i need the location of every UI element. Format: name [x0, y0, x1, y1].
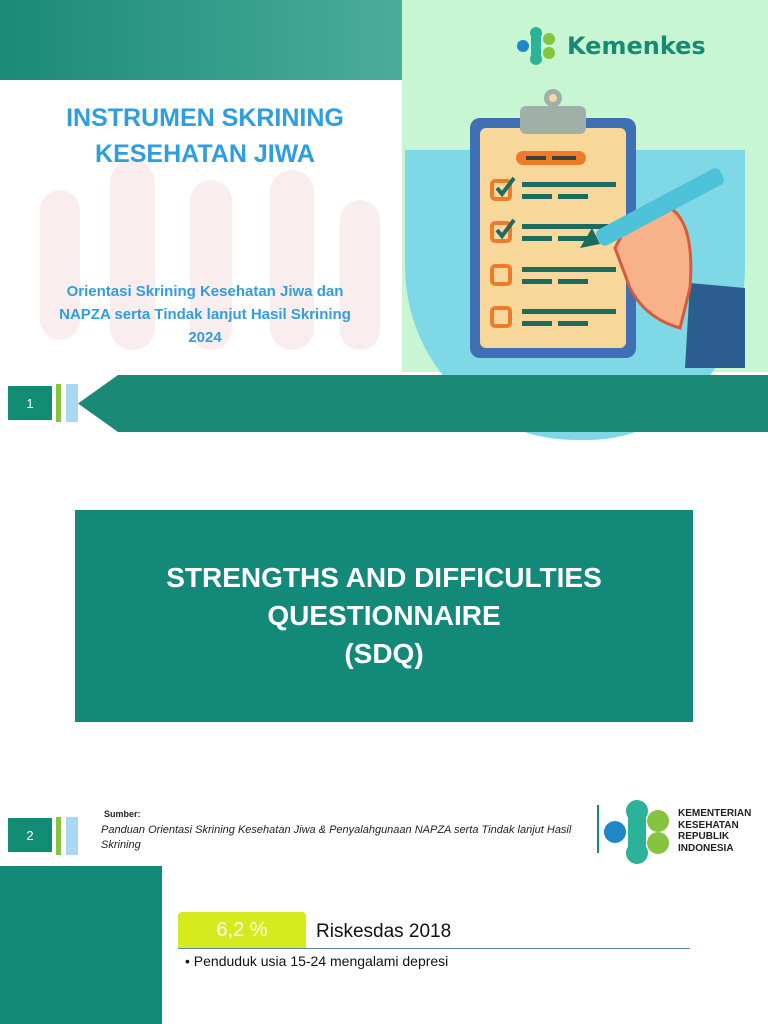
accent-stripe-green — [56, 384, 61, 422]
stat-source: Riskesdas 2018 — [316, 921, 452, 942]
brand-name: Kemenkes — [567, 32, 706, 60]
accent-stripe-blue — [66, 384, 78, 422]
source-text: Panduan Orientasi Skrining Kesehatan Jiwa & Penyalahgunaan NAPZA serta Tindak lanjut Hasil Skrining — [101, 824, 572, 851]
bullet-text: Penduduk usia 15-24 mengalami depresi — [193, 953, 449, 969]
bullet-item: • Penduduk usia 15-24 mengalami depresi — [185, 953, 449, 969]
accent-stripe-blue — [66, 817, 78, 855]
logo-divider — [597, 805, 599, 853]
underline-rule — [178, 948, 690, 949]
kemenkes-logo-icon — [515, 25, 557, 67]
slide-2 — [0, 445, 768, 865]
slide-title: INSTRUMEN SKRINING KESEHATAN JIWA — [66, 104, 344, 168]
kemenkes-logo — [515, 20, 725, 72]
stat-value: 6,2 % — [216, 918, 268, 941]
slide-3 — [0, 866, 768, 1024]
slide-title: STRENGTHS AND DIFFICULTIES QUESTIONNAIRE (SDQ) — [166, 562, 602, 669]
side-panel — [0, 866, 162, 1024]
slide-1 — [0, 0, 768, 440]
slide-number: 1 — [8, 386, 52, 420]
slide-number: 2 — [8, 818, 52, 852]
organization-name: KEMENTERIAN KESEHATAN REPUBLIK INDONESIA — [678, 808, 752, 854]
sdq-title-box — [75, 510, 693, 722]
stat-badge — [178, 912, 306, 948]
kemenkes-logo-icon — [602, 797, 672, 867]
source-label: Sumber: — [104, 809, 141, 819]
accent-stripe-green — [56, 817, 61, 855]
slide-subtitle: Orientasi Skrining Kesehatan Jiwa dan NAPZA serta Tindak lanjut Hasil Skrining 2024 — [59, 283, 351, 346]
footer-bar — [78, 375, 768, 432]
clipboard-checklist-icon — [440, 88, 750, 373]
